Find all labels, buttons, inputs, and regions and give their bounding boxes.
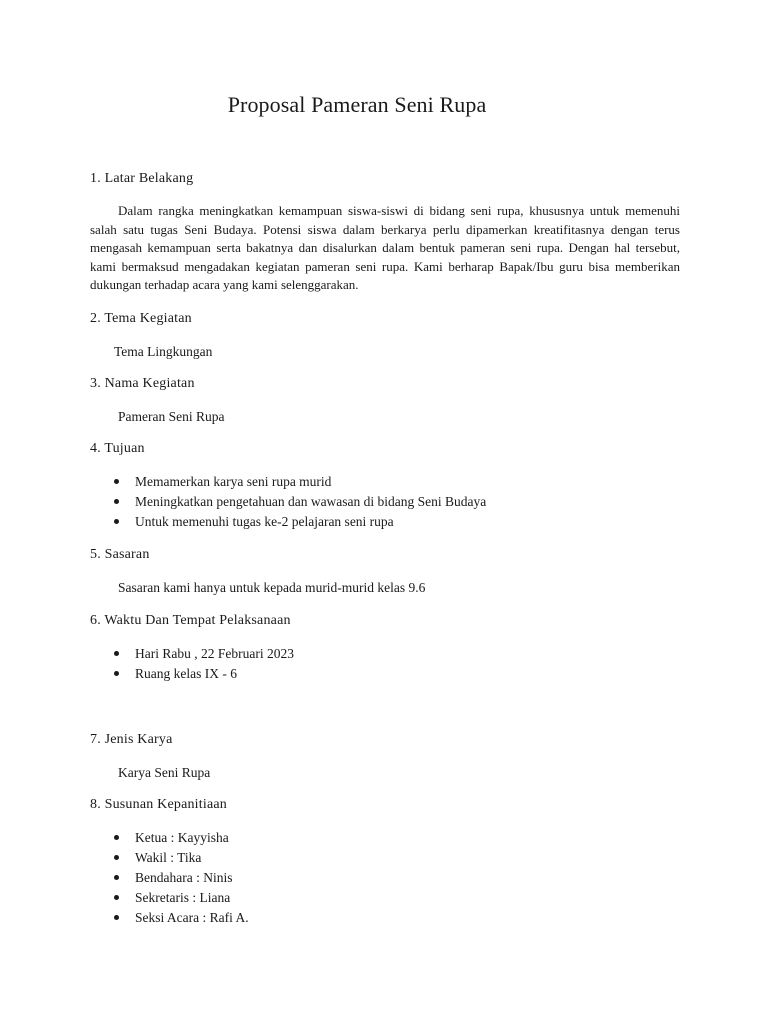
bullet-list xyxy=(90,472,680,532)
section-heading: 4. Tujuan xyxy=(90,441,145,456)
section-text: Pameran Seni Rupa xyxy=(118,409,225,424)
bullet-icon xyxy=(114,519,119,524)
section-text: Sasaran kami hanya untuk kepada murid-murid kelas 9.6 xyxy=(118,580,426,595)
list-item xyxy=(90,664,680,684)
bullet-icon xyxy=(114,875,119,880)
section-heading: 5. Sasaran xyxy=(90,547,150,562)
section-heading: 8. Susunan Kepanitiaan xyxy=(90,797,227,812)
section-tema-kegiatan xyxy=(90,310,680,361)
section-nama-kegiatan xyxy=(90,375,680,426)
list-item xyxy=(90,644,680,664)
bullet-icon xyxy=(114,499,119,504)
bullet-icon xyxy=(114,835,119,840)
bullet-icon xyxy=(114,671,119,676)
list-item-text: Memamerkan karya seni rupa murid xyxy=(135,474,332,489)
bullet-icon xyxy=(114,895,119,900)
section-text: Tema Lingkungan xyxy=(114,344,213,359)
section-heading: 6. Waktu Dan Tempat Pelaksanaan xyxy=(90,613,291,628)
list-item xyxy=(90,908,680,928)
list-item-text: Wakil : Tika xyxy=(135,850,202,865)
section-heading: 3. Nama Kegiatan xyxy=(90,376,195,391)
list-item-text: Bendahara : Ninis xyxy=(135,870,233,885)
list-item-text: Meningkatkan pengetahuan dan wawasan di bidang Seni Budaya xyxy=(135,494,487,509)
list-item xyxy=(90,828,680,848)
section-paragraph: Dalam rangka meningkatkan kemampuan siswa-siswi di bidang seni rupa, khususnya untuk memenuhi salah satu tugas Seni Budaya. Potensi siswa dalam berkarya perlu dipamerkan kreatifitasnya dengan terus mengasah kemampuan serta bakatnya dan disalurkan dalam bentuk pameran seni rupa. Dengan hal tersebut, kami bermaksud mengadakan kegiatan pameran seni rupa. Kami berharap Bapak/Ibu guru bisa memberikan dukungan terhadap acara yang kami selenggarakan. xyxy=(90,203,680,292)
bullet-list xyxy=(90,828,680,928)
list-item xyxy=(90,492,680,512)
section-text: Karya Seni Rupa xyxy=(118,765,211,780)
list-item-text: Ketua : Kayyisha xyxy=(135,830,229,845)
bullet-icon xyxy=(114,855,119,860)
list-item xyxy=(90,512,680,532)
section-susunan-kepanitiaan xyxy=(90,796,680,928)
section-waktu-tempat xyxy=(90,612,680,684)
list-item-text: Hari Rabu , 22 Februari 2023 xyxy=(135,646,294,661)
section-heading: 2. Tema Kegiatan xyxy=(90,311,192,326)
bullet-icon xyxy=(114,915,119,920)
list-item xyxy=(90,472,680,492)
bullet-list xyxy=(90,644,680,684)
bullet-icon xyxy=(114,479,119,484)
section-sasaran xyxy=(90,546,680,597)
list-item-text: Ruang kelas IX - 6 xyxy=(135,666,237,681)
list-item xyxy=(90,848,680,868)
section-jenis-karya xyxy=(90,731,680,782)
list-item-text: Sekretaris : Liana xyxy=(135,890,231,905)
section-heading: 7. Jenis Karya xyxy=(90,732,173,747)
list-item xyxy=(90,868,680,888)
list-item-text: Untuk memenuhi tugas ke-2 pelajaran seni rupa xyxy=(135,514,394,529)
section-heading: 1. Latar Belakang xyxy=(90,171,194,186)
bullet-icon xyxy=(114,651,119,656)
section-tujuan xyxy=(90,440,680,532)
list-item-text: Seksi Acara : Rafi A. xyxy=(135,910,249,925)
list-item xyxy=(90,888,680,908)
section-latar-belakang xyxy=(90,170,680,295)
document-title: Proposal Pameran Seni Rupa xyxy=(227,92,487,117)
